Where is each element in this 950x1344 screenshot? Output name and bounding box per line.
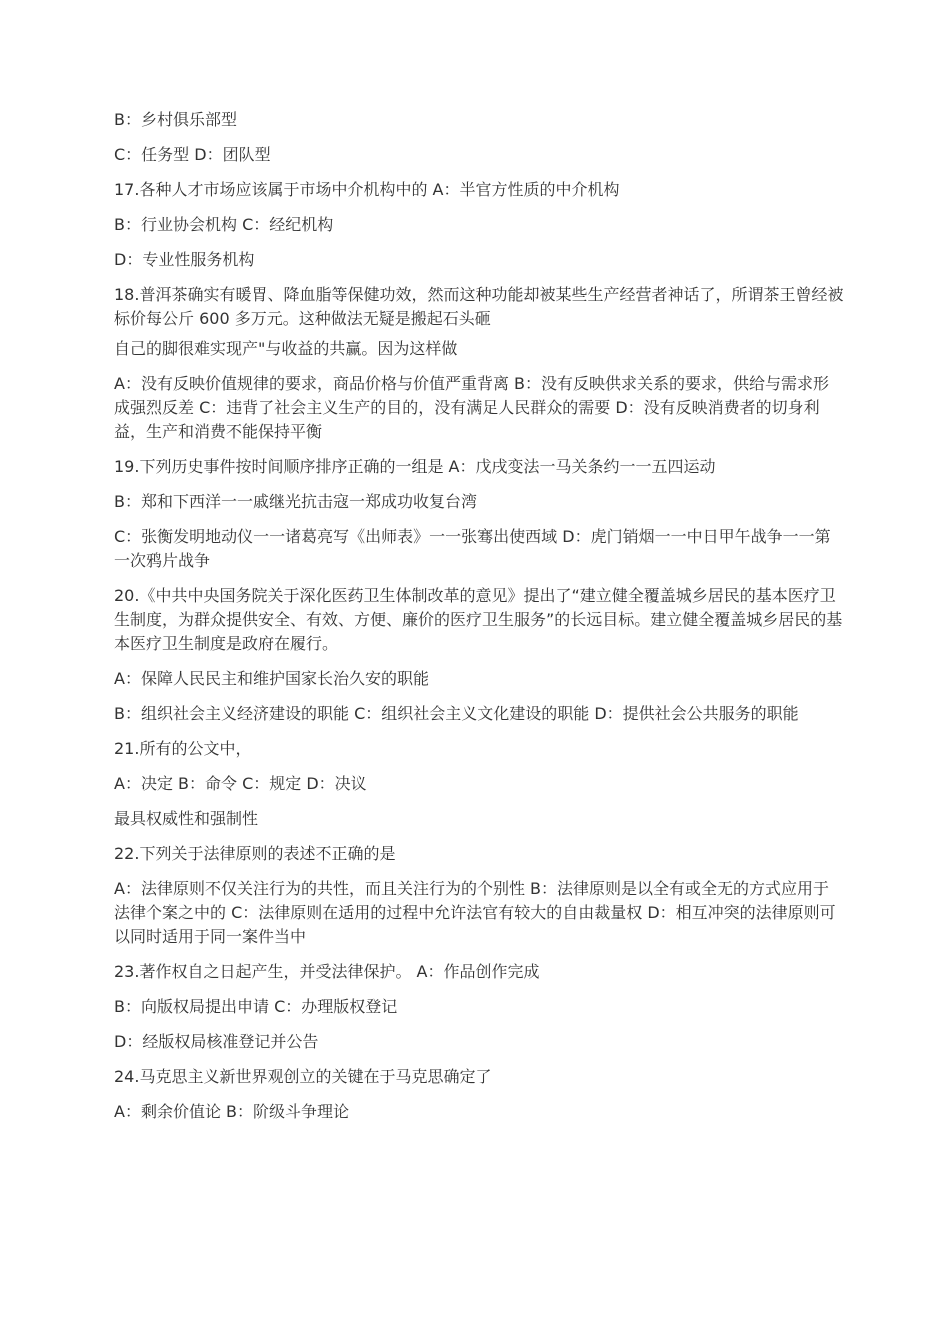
question-24: 24.马克思主义新世界观创立的关键在于马克思确定了 <box>114 1067 492 1086</box>
question-18-continued: 自己的脚很难实现产"与收益的共赢。因为这样做 <box>114 339 458 358</box>
option-line: B：行业协会机构 C：经纪机构 <box>114 215 334 234</box>
option-line: A：保障人民民主和维护国家长治久安的职能 <box>114 669 429 688</box>
question-21: 21.所有的公文中， <box>114 739 252 758</box>
question-20: 20.《中共中央国务院关于深化医药卫生体制改革的意见》提出了“建立健全覆盖城乡居民的基本医疗卫生制度，为群众提供安全、有效、方便、廉价的医疗卫生服务”的长远目标。建立健全覆盖城乡居民的基本医疗卫生制度是政府在履行。 <box>114 586 843 653</box>
question-22-options: A：法律原则不仅关注行为的共性，而且关注行为的个别性 B：法律原则是以全有或全无的方式应用于法律个案之中的 C：法律原则在适用的过程中允许法官有较大的自由裁量权 D：相互冲突的法律原则可以同时适用于同一案件当中 <box>114 879 836 946</box>
option-line: C：张衡发明地动仪一一诸葛亮写《出师表》一一张骞出使西域 D：虎门销烟一一中日甲午战争一一第一次鸦片战争 <box>114 527 831 570</box>
option-line: B：向版权局提出申请 C：办理版权登记 <box>114 997 398 1016</box>
question-18: 18.普洱茶确实有暖胃、降血脂等保健功效，然而这种功能却被某些生产经营者神话了，所谓茶王曾经被标价每公斤 600 多万元。这种做法无疑是搬起石头砸 <box>114 285 844 328</box>
document-body <box>114 108 844 1135</box>
question-23: 23.著作权自之日起产生，并受法律保护。 A：作品创作完成 <box>114 962 540 981</box>
option-line: A：决定 B：命令 C：规定 D：决议 <box>114 774 367 793</box>
option-line: D：经版权局核准登记并公告 <box>114 1032 319 1051</box>
question-19: 19.下列历史事件按时间顺序排序正确的一组是 A：戊戌变法一马关条约一一五四运动 <box>114 457 716 476</box>
question-21-continued: 最具权威性和强制性 <box>114 809 259 828</box>
question-18-options: A：没有反映价值规律的要求，商品价格与价值严重背离 B：没有反映供求关系的要求，供给与需求形成强烈反差 C：违背了社会主义生产的目的，没有满足人民群众的需要 D：没有反映消费者的切身利益，生产和消费不能保持平衡 <box>114 374 830 441</box>
question-17: 17.各种人才市场应该属于市场中介机构中的 A：半官方性质的中介机构 <box>114 180 620 199</box>
option-line: B：乡村俱乐部型 <box>114 110 237 129</box>
option-line: B：组织社会主义经济建设的职能 C：组织社会主义文化建设的职能 D：提供社会公共服务的职能 <box>114 704 799 723</box>
option-line: C：任务型 D：团队型 <box>114 145 271 164</box>
option-line: B：郑和下西洋一一戚继光抗击寇一郑成功收复台湾 <box>114 492 477 511</box>
option-line: A：剩余价值论 B：阶级斗争理论 <box>114 1102 350 1121</box>
option-line: D：专业性服务机构 <box>114 250 255 269</box>
question-22: 22.下列关于法律原则的表述不正确的是 <box>114 844 396 863</box>
